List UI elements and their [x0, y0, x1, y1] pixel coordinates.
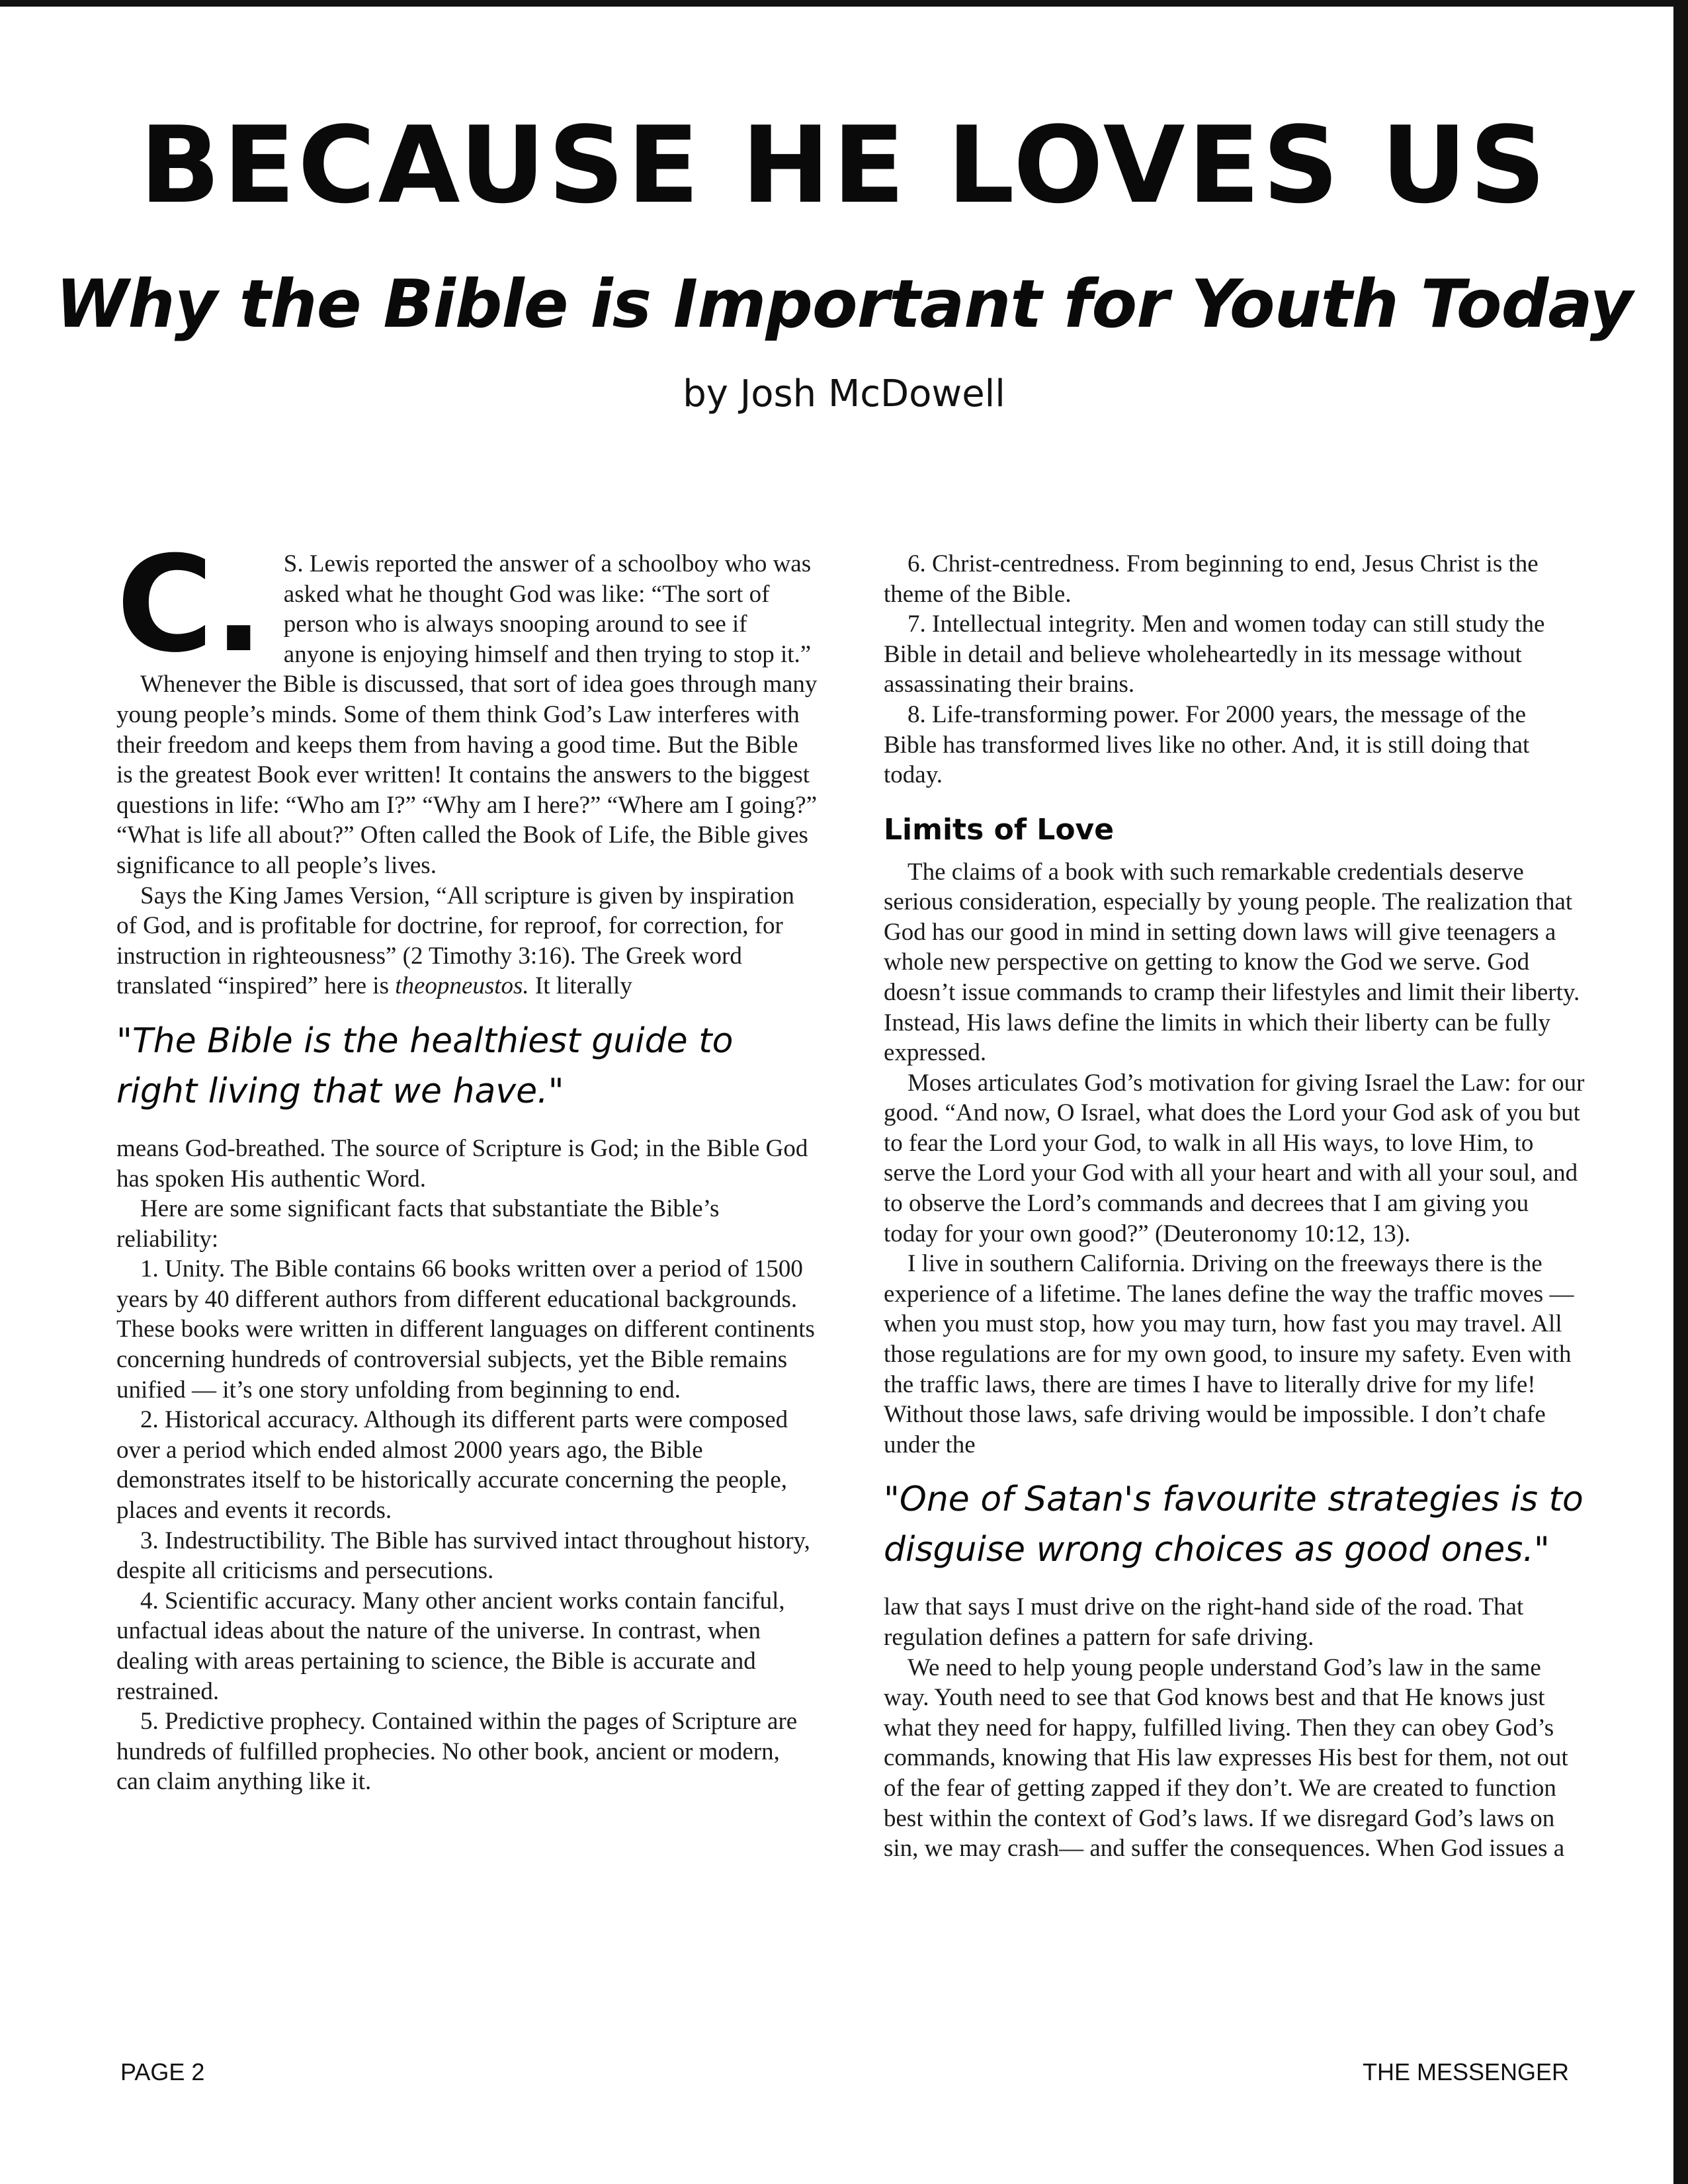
body-paragraph: law that says I must drive on the right-hand side of the road. That regulation defines a pattern for safe driving.: [884, 1593, 1524, 1652]
body-paragraph: means God-breathed. The source of Scripture is God; in the Bible God has spoken His authentic Word.: [116, 1134, 808, 1193]
greek-word: theopneustos.: [395, 972, 529, 1000]
article-title: BECAUSE HE LOVES US: [140, 103, 1548, 227]
section-heading: Limits of Love: [884, 812, 1115, 847]
body-paragraph: Says the King James Version, “All scripture is given by inspiration of God, and is profitable for doctrine, for reproof, for correction, for instruction in righteousness” (2 Timothy 3:16). The Greek word translated “inspired” here is theopneustos. It literally: [116, 882, 794, 1000]
body-paragraph: Whenever the Bible is discussed, that sort of idea goes through many young people’s minds. Some of them think God’s Law interferes with their freedom and keeps them from having a good time. But the Bible is the greatest Book ever written! It contains the answers to the biggest questions in life: “Who am I?” “Why am I here?” “Where am I going?” “What is life all about?” Often called the Book of Life, the Bible gives significance to all people’s lives.: [116, 671, 818, 879]
list-item-historical-accuracy: 2. Historical accuracy. Although its different parts were composed over a period which ended almost 2000 years ago, the Bible demonstrates itself to be historically accurate concerning the people, places and events it records.: [116, 1406, 788, 1525]
pull-quote: "The Bible is the healthiest guide to right living that we have.": [116, 1021, 734, 1111]
right-column: [884, 549, 1585, 1864]
article-subtitle: Why the Bible is Important for Youth Today: [56, 265, 1632, 343]
body-paragraph: We need to help young people understand God’s law in the same way. Youth need to see that God knows best and that He knows just what they need for happy, fulfilled living. Then they can obey God’s commands, knowing that His law expresses His best for them, not out of the fear of getting zapped if they don’t. We are created to function best within the context of God’s laws. If we disregard God’s laws on sin, we may crash— and suffer the consequences. When God issues a: [884, 1654, 1568, 1863]
body-paragraph: The claims of a book with such remarkable credentials deserve serious consideration, especially by young people. The realization that God has our good in mind in setting down laws will give teenagers a whole new perspective on getting to know the God we serve. God doesn’t issue commands to cramp their lifestyles and limit their liberty. Instead, His laws define the limits in which their liberty can be fully expressed.: [884, 858, 1580, 1067]
page-edge-top: [0, 0, 1688, 7]
list-item-christ-centredness: 6. Christ-centredness. From beginning to end, Jesus Christ is the theme of the Bible.: [884, 550, 1539, 608]
list-item-predictive-prophecy: 5. Predictive prophecy. Contained within the pages of Scripture are hundreds of fulfilled prophecies. No other book, ancient or modern, can claim anything like it.: [116, 1708, 798, 1796]
drop-cap: C.: [116, 528, 264, 682]
pull-quote: "One of Satan's favourite strategies is to disguise wrong choices as good ones.": [884, 1480, 1583, 1570]
body-paragraph: Here are some significant facts that substantiate the Bible’s reliability:: [116, 1195, 720, 1253]
body-paragraph: Moses articulates God’s motivation for giving Israel the Law: for our good. “And now, O Israel, what does the Lord your God ask of you but to fear the Lord your God, to walk in all His ways, to love Him, to serve the Lord your God with all your heart and with all your soul, and to observe the Lord’s commands and decrees that I am giving you today for your own good?” (Deuteronomy 10:12, 13).: [884, 1069, 1585, 1247]
list-item-indestructibility: 3. Indestructibility. The Bible has survived intact throughout history, despite all criticisms and persecutions.: [116, 1527, 810, 1585]
article-byline: by Josh McDowell: [683, 372, 1005, 415]
publication-name: THE MESSENGER: [1362, 2058, 1569, 2085]
list-item-scientific-accuracy: 4. Scientific accuracy. Many other ancient works contain fanciful, unfactual ideas about the nature of the universe. In contrast, when dealing with areas pertaining to science, the Bible is accurate and restrained.: [116, 1587, 785, 1705]
opening-paragraph: C. S. Lewis reported the answer of a schoolboy who was asked what he thought God was like: “The sort of person who is always snooping around to see if anyone is enjoying himself and then trying to stop it.”: [116, 528, 812, 682]
body-paragraph: I live in southern California. Driving on the freeways there is the experience of a lifetime. The lanes define the way the traffic moves — when you must stop, how you may turn, how fast you may travel. All those regulations are for my own good, to insure my safety. Even with the traffic laws, there are times I have to literally drive for my life! Without those laws, safe driving would be impossible. I don’t chafe under the: [884, 1250, 1574, 1458]
left-column: [116, 528, 818, 1797]
list-item-life-transforming-power: 8. Life-transforming power. For 2000 years, the message of the Bible has transformed lives like no other. And, it is still doing that today.: [884, 700, 1530, 789]
list-item-unity: 1. Unity. The Bible contains 66 books written over a period of 1500 years by 40 different authors from different educational backgrounds. These books were written in different languages on different continents concerning hundreds of controversial subjects, yet the Bible remains unified — it’s one story unfolding from beginning to end.: [116, 1255, 815, 1404]
list-item-intellectual-integrity: 7. Intellectual integrity. Men and women today can still study the Bible in detail and believe wholeheartedly in its message without assassinating their brains.: [884, 610, 1545, 698]
page-number: PAGE 2: [120, 2058, 205, 2085]
